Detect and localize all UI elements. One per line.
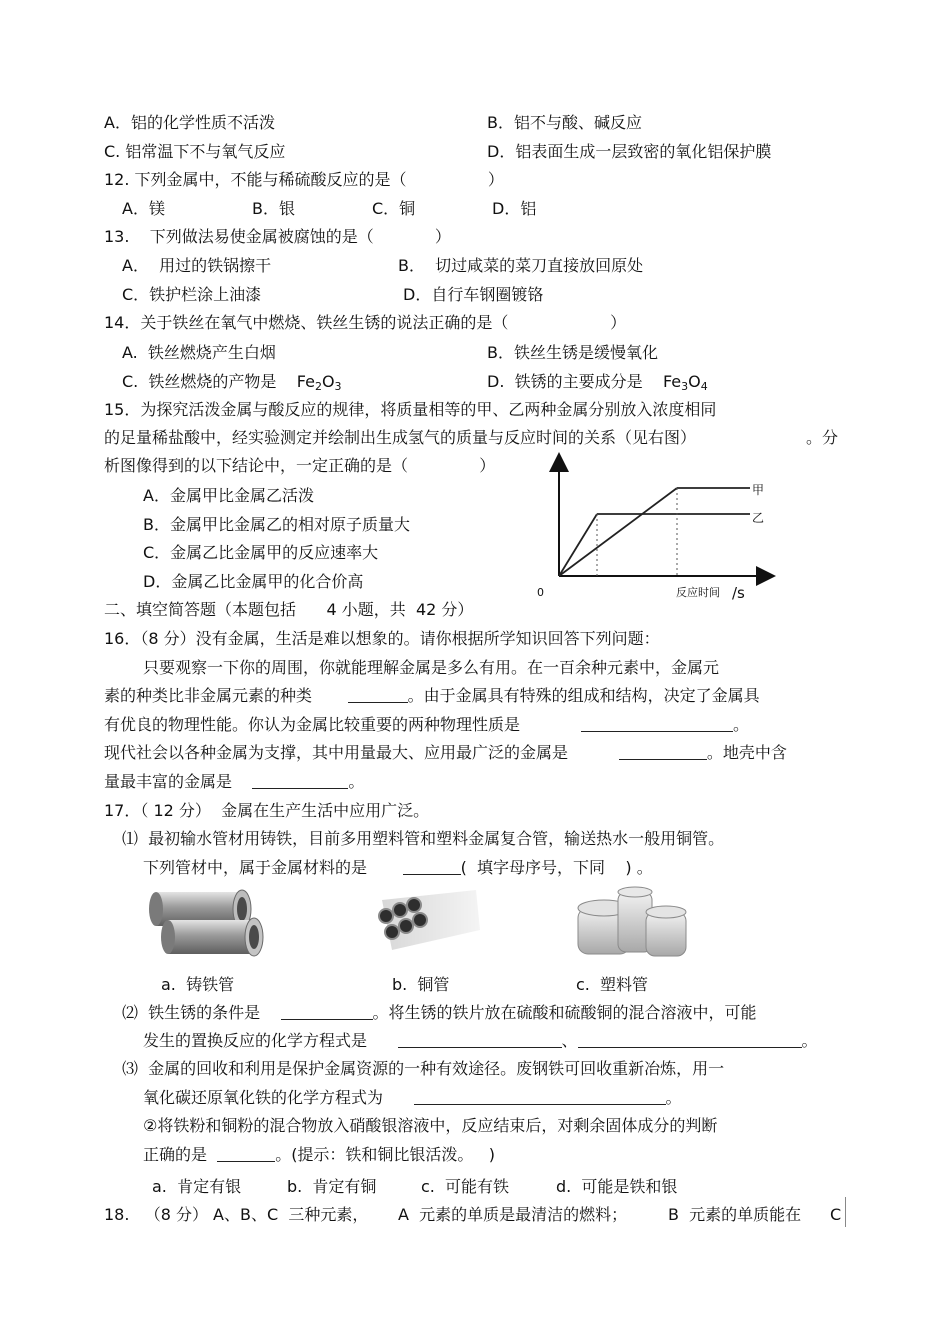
q14-stem: 14．关于铁丝在氧气中燃烧、铁丝生锈的说法正确的是（ ）: [104, 313, 627, 332]
answer-blank: [217, 1145, 275, 1162]
answer-blank: [398, 1031, 562, 1048]
q13-option-b: B． 切过咸菜的菜刀直接放回原处: [398, 256, 644, 275]
origin-label: 0: [537, 586, 544, 599]
q11-option-c: C. 铝常温下不与氧气反应: [104, 142, 286, 161]
q17-option-c: c. 可能有铁: [421, 1177, 510, 1196]
series-yi-line: [559, 514, 597, 576]
q16-line2: 素的种类比非金属元素的种类 。由于金属具有特殊的组成和结构，决定了金属具: [104, 686, 760, 705]
formula-fe2o3: $Fe_2O_3$: [296, 372, 342, 393]
q13-stem: 13. 下列做法易使金属被腐蚀的是（ ）: [104, 227, 451, 246]
q17-option-d: d. 可能是铁和银: [556, 1177, 678, 1196]
q16-line4: 现代社会以各种金属为支撑，其中用量最大、应用最广泛的金属是 。地壳中含: [104, 743, 787, 762]
copper-pipe-image: [372, 888, 484, 954]
series-jia-label: 甲: [752, 483, 765, 497]
q17-part2-line2: 发生的置换反应的化学方程式是 、 。: [143, 1031, 818, 1050]
q12-option-c: C．铜: [372, 199, 416, 218]
q18-part-c: B 元素的单质能在: [668, 1205, 802, 1224]
q15-stem-line1: 15．为探究活泼金属与酸反应的规律，将质量相等的甲、乙两种金属分别放入浓度相同: [104, 400, 717, 419]
q13-option-d: D．自行车钢圈镀铬: [403, 285, 544, 304]
q11-option-d: D．铝表面生成一层致密的氧化铝保护膜: [487, 142, 772, 161]
q16-stem: 16．（8 分）没有金属，生活是难以想象的。请你根据所学知识回答下列问题：: [104, 629, 660, 648]
q15-option-d: D．金属乙比金属甲的化合价高: [143, 572, 364, 591]
q18-part-d: C: [830, 1205, 842, 1224]
q16-line5: 量最丰富的金属是 。: [104, 772, 365, 791]
q15-stem-line3: 析图像得到的以下结论中，一定正确的是（ ）: [104, 456, 496, 475]
answer-blank: [581, 715, 733, 732]
reaction-graph: [528, 448, 788, 608]
q17-part3-line2: 氧化碳还原氧化铁的化学方程式为 。: [143, 1088, 682, 1107]
right-margin-rule: [845, 1197, 846, 1227]
formula-fe3o4: $Fe_3O_4$: [662, 372, 708, 393]
q15-option-a: A．金属甲比金属乙活泼: [143, 486, 314, 505]
q15-stem-line2-end: 。分: [806, 428, 839, 447]
plastic-pipe-image: [572, 886, 690, 958]
q15-option-b: B．金属甲比金属乙的相对原子质量大: [143, 515, 410, 534]
q12-stem: 12. 下列金属中，不能与稀硫酸反应的是（ ）: [104, 170, 504, 189]
q17-part1-line2: 下列管材中，属于金属材料的是 ( 填字母序号，下同 ) 。: [143, 858, 653, 877]
answer-blank: [403, 858, 461, 875]
q14-option-a: A. 铁丝燃烧产生白烟: [122, 343, 276, 362]
x-axis-label: 反应时间: [676, 586, 720, 599]
q13-option-a: A． 用过的铁锅擦干: [122, 256, 272, 275]
q12-option-d: D．铝: [492, 199, 537, 218]
q12-option-a: A．镁: [122, 199, 165, 218]
q17-part3-line4: 正确的是 。(提示：铁和铜比银活泼。 ): [143, 1145, 495, 1164]
q11-option-a: A．铝的化学性质不活泼: [104, 113, 275, 132]
section2-title: 二、填空简答题（本题包括 4 小题，共 42 分）: [104, 600, 474, 619]
q17-option-b: b. 肯定有铜: [287, 1177, 377, 1196]
q17-part3-line3: ②将铁粉和铜粉的混合物放入硝酸银溶液中，反应结束后，对剩余固体成分的判断: [143, 1116, 718, 1135]
pipe-c-caption: c. 塑料管: [576, 975, 649, 994]
series-yi-label: 乙: [752, 511, 765, 525]
series-jia-line: [559, 488, 677, 576]
answer-blank: [281, 1003, 373, 1020]
q16-line1: 只要观察一下你的周围，你就能理解金属是多么有用。在一百余种元素中，金属元: [143, 658, 720, 677]
q17-part1-line1: ⑴ 最初输水管材用铸铁，目前多用塑料管和塑料金属复合管，输送热水一般用铜管。: [122, 829, 725, 848]
q17-stem: 17．（ 12 分） 金属在生产生活中应用广泛。: [104, 801, 430, 820]
q13-option-c: C．铁护栏涂上油漆: [122, 285, 262, 304]
q17-option-a: a. 肯定有银: [152, 1177, 242, 1196]
answer-blank: [578, 1031, 802, 1048]
q17-part3-line1: ⑶ 金属的回收和利用是保护金属资源的一种有效途径。废钢铁可回收重新冶炼，用一: [122, 1059, 725, 1078]
answer-blank: [619, 743, 707, 760]
q18-part-a: 18. （8 分） A、B、C 三种元素，: [104, 1205, 369, 1224]
q12-option-b: B．银: [252, 199, 295, 218]
answer-blank: [252, 772, 348, 789]
q17-part2-line1: ⑵ 铁生锈的条件是 。将生锈的铁片放在硫酸和硫酸铜的混合溶液中，可能: [122, 1003, 757, 1022]
q16-line3: 有优良的物理性能。你认为金属比较重要的两种物理性质是 。: [104, 715, 750, 734]
x-axis-unit: /s: [732, 584, 745, 602]
q15-stem-line2: 的足量稀盐酸中，经实验测定并绘制出生成氢气的质量与反应时间的关系（见右图）: [104, 428, 697, 447]
q15-option-c: C．金属乙比金属甲的反应速率大: [143, 543, 379, 562]
q14-option-c: C. 铁丝燃烧的产物是 $Fe_2O_3$: [122, 372, 342, 393]
q11-option-b: B．铝不与酸、碱反应: [487, 113, 642, 132]
q14-option-b: B．铁丝生锈是缓慢氧化: [487, 343, 658, 362]
pipe-b-caption: b. 铜管: [392, 975, 450, 994]
cast-iron-pipe-image: [146, 884, 266, 960]
q18-part-b: A 元素的单质是最清洁的燃料；: [398, 1205, 628, 1224]
q14-option-d: D. 铁锈的主要成分是 $Fe_3O_4$: [487, 372, 708, 393]
answer-blank: [414, 1088, 666, 1105]
answer-blank: [348, 686, 408, 703]
pipe-a-caption: a. 铸铁管: [161, 975, 235, 994]
